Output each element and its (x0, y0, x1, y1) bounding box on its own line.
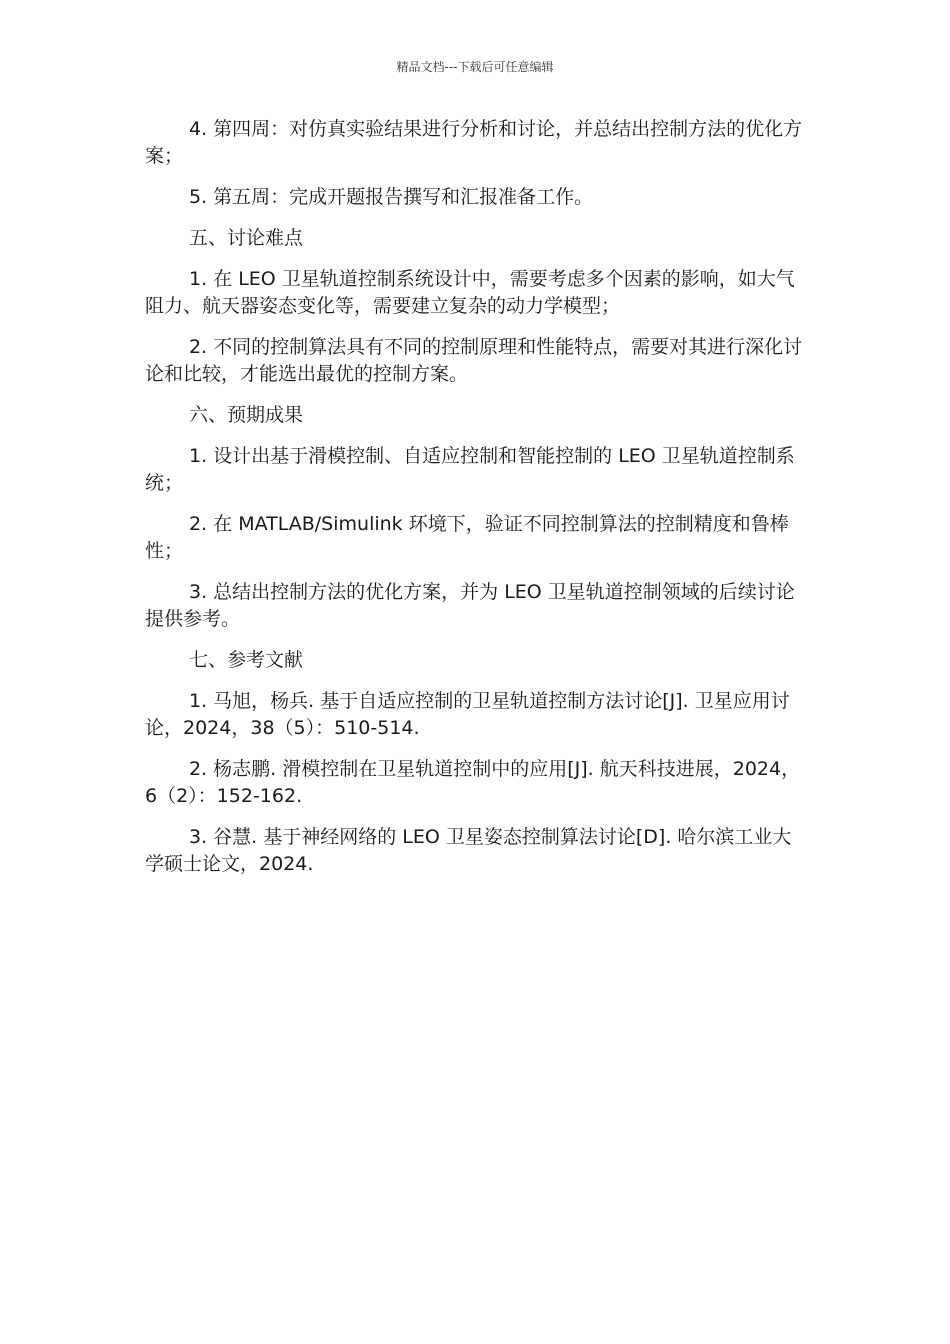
expected-result-1: 1. 设计出基于滑模控制、自适应控制和智能控制的 LEO 卫星轨道控制系统； (145, 445, 795, 494)
reference-3: 3. 谷慧. 基于神经网络的 LEO 卫星姿态控制算法讨论[D]. 哈尔滨工业大学硕士论文，2024. (145, 826, 792, 875)
section-heading-difficulties: 五、讨论难点 (189, 227, 304, 249)
page-header: 精品文档---下载后可任意编辑 (396, 60, 554, 74)
expected-result-2: 2. 在 MATLAB/Simulink 环境下，验证不同控制算法的控制精度和鲁棒性； (145, 513, 789, 562)
expected-result-3: 3. 总结出控制方法的优化方案，并为 LEO 卫星轨道控制领域的后续讨论提供参考。 (145, 581, 795, 630)
difficulty-1: 1. 在 LEO 卫星轨道控制系统设计中，需要考虑多个因素的影响，如大气阻力、航天器姿态变化等，需要建立复杂的动力学模型； (145, 268, 795, 317)
reference-1: 1. 马旭，杨兵. 基于自适应控制的卫星轨道控制方法讨论[J]. 卫星应用讨论，2024，38（5）：510-514. (145, 690, 790, 739)
schedule-week-4: 4. 第四周：对仿真实验结果进行分析和讨论，并总结出控制方法的优化方案； (145, 118, 803, 167)
schedule-week-5: 5. 第五周：完成开题报告撰写和汇报准备工作。 (189, 186, 594, 208)
section-heading-references: 七、参考文献 (189, 649, 304, 671)
section-heading-expected-results: 六、预期成果 (189, 404, 304, 426)
document-body (145, 116, 807, 892)
reference-2: 2. 杨志鹏. 滑模控制在卫星轨道控制中的应用[J]. 航天科技进展，2024，6（2）：152-162. (145, 758, 801, 807)
difficulty-2: 2. 不同的控制算法具有不同的控制原理和性能特点，需要对其进行深化讨论和比较，才能选出最优的控制方案。 (145, 336, 803, 385)
